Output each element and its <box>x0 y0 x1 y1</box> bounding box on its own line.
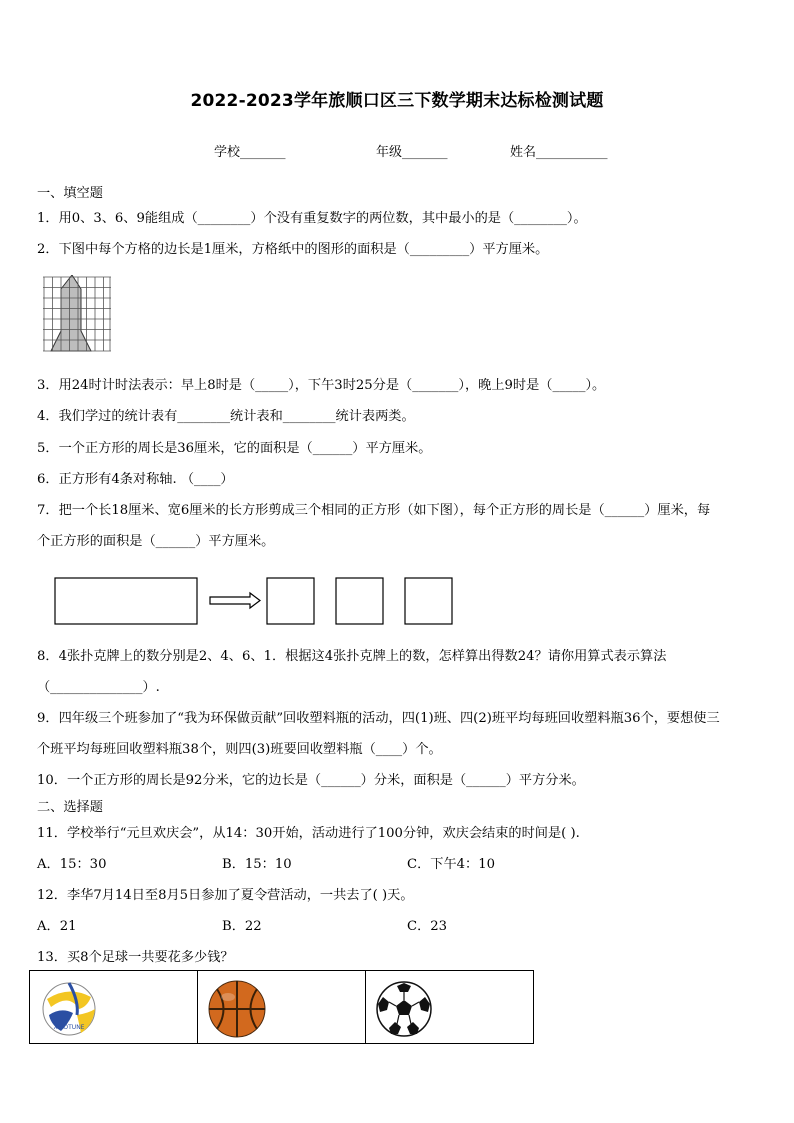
question-7-line2: 个正方形的面积是（______）平方厘米。 <box>37 534 275 549</box>
question-1: 1．用0、3、6、9能组成（________）个没有重复数字的两位数，其中最小的是（________）。 <box>37 211 587 226</box>
q12-option-c[interactable]: C．23 <box>407 919 448 934</box>
question-5: 5．一个正方形的周长是36厘米，它的面积是（______）平方厘米。 <box>37 441 432 456</box>
square-1 <box>267 578 314 624</box>
volleyball-icon <box>39 979 99 1039</box>
q11-option-c[interactable]: C．下午4：10 <box>407 857 496 872</box>
rectangle-cut-figure <box>54 577 456 627</box>
question-8-line1: 8．4张扑克牌上的数分别是2、4、6、1．根据这4张扑克牌上的数，怎样算出得数24？请你用算式表示算法 <box>37 649 667 664</box>
school-field[interactable]: 学校_______ <box>214 145 286 160</box>
q12-option-b[interactable]: B．22 <box>222 919 262 934</box>
soccer-ball-icon <box>375 980 433 1038</box>
q12-option-a[interactable]: A．21 <box>37 919 77 934</box>
question-11: 11．学校举行“元旦欢庆会”，从14：30开始，活动进行了100分钟，欢庆会结束的时间是( ). <box>37 826 580 841</box>
basketball-cell <box>198 971 366 1044</box>
grid-figure <box>43 275 111 353</box>
section-fill-in: 一、填空题 <box>37 186 103 201</box>
long-rectangle <box>55 578 197 624</box>
ball-price-table <box>29 970 534 1044</box>
q11-option-b[interactable]: B．15：10 <box>222 857 292 872</box>
volleyball-brand-label: XIAOTUNE <box>53 1024 85 1031</box>
question-9-line1: 9．四年级三个班参加了“我为环保做贡献”回收塑料瓶的活动，四(1)班、四(2)班平均每班回收塑料瓶36个，要想使三 <box>37 711 720 726</box>
square-3 <box>405 578 452 624</box>
basketball-icon <box>206 979 268 1039</box>
grade-field[interactable]: 年级_______ <box>376 145 448 160</box>
football-cell <box>366 971 534 1044</box>
right-arrow-icon <box>210 593 260 608</box>
name-field[interactable]: 姓名___________ <box>510 145 608 160</box>
question-6: 6．正方形有4条对称轴. （____） <box>37 472 234 487</box>
page-title: 2022-2023学年旅顺口区三下数学期末达标检测试题 <box>190 91 604 111</box>
question-7-line1: 7．把一个长18厘米、宽6厘米的长方形剪成三个相同的正方形（如下图），每个正方形的周长是（______）厘米，每 <box>37 503 711 518</box>
question-12: 12．李华7月14日至8月5日参加了夏令营活动，一共去了( )天。 <box>37 888 414 903</box>
question-4: 4．我们学过的统计表有________统计表和________统计表两类。 <box>37 409 415 424</box>
square-2 <box>336 578 383 624</box>
q11-option-a[interactable]: A．15：30 <box>37 857 107 872</box>
question-3: 3．用24时计时法表示：早上8时是（_____），下午3时25分是（_______），晚上9时是（_____）。 <box>37 378 606 393</box>
question-8-line2: （______________）. <box>37 680 160 695</box>
question-13: 13．买8个足球一共要花多少钱？ <box>37 950 234 965</box>
question-10: 10．一个正方形的周长是92分米，它的边长是（______）分米，面积是（______）平方分米。 <box>37 773 585 788</box>
section-choice: 二、选择题 <box>37 800 103 815</box>
question-2: 2．下图中每个方格的边长是1厘米，方格纸中的图形的面积是（_________）平方厘米。 <box>37 242 549 257</box>
question-9-line2: 个班平均每班回收塑料瓶38个，则四(3)班要回收塑料瓶（____）个。 <box>37 742 442 757</box>
volleyball-cell <box>30 971 198 1044</box>
